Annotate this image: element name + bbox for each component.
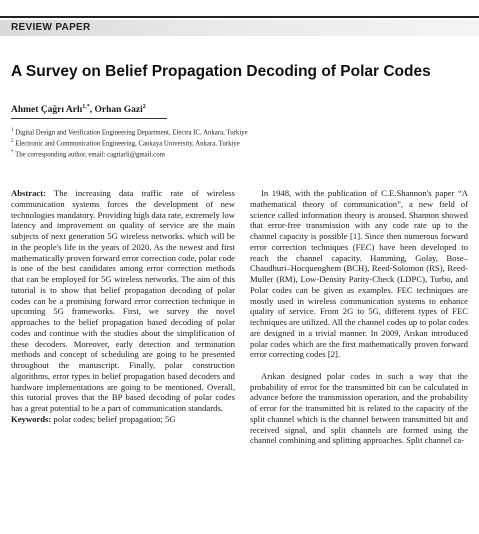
abstract-label: Abstract: (11, 188, 46, 198)
abstract (11, 188, 235, 414)
paper-title: A Survey on Belief Propagation Decoding of Polar Codes (11, 63, 431, 80)
abstract-text: The increasing data traffic rate of wireless communication systems forces the development of new technologies mandatory. Providing high data rate, extremely low latency and improvement on quality of service are the main subjects of next generation 5G wireless networks. which will be in the people's life in the years of 2020. As the newest and first mathematically proven forward error correction code, polar code is one of the best candidates among error correction methods that can be employed for 5G wireless networks. The aim of this tutorial is to show that belief propagation decoding of polar codes can be a promising forward error correction technique in upcoming 5G frameworks. First, we survey the novel approaches to the belief propagation based decoding of polar codes and continue with the studies about the simplification of these decoders. Moreover, early detection and termination methods and concept of scheduling are going to be presented throughout the manuscript. Finally, polar construction algorithms, error types in belief propagation based decoders and hardware implementations are going to be mentioned. Overall, this tutorial proves that the BP based decoding of polar codes has a great potential to be a part of communication standards. (11, 188, 235, 413)
section-label: REVIEW PAPER (11, 22, 91, 33)
body-column (250, 188, 468, 446)
author-marks: 2 (142, 104, 146, 110)
corresponding-author-text: The corresponding author, email: cagriarli@gmail.com (15, 151, 165, 159)
author-rule (11, 118, 167, 119)
author-marks: 1,* (82, 104, 90, 110)
corresponding-author (11, 150, 165, 158)
affiliation (11, 139, 240, 147)
author-name: Orhan Gazi (94, 105, 143, 116)
body-paragraph: Arıkan designed polar codes in such a way that the probability of error for the transmitted bit can be calculated in advance before the transmission operation, and the probability of error for the transmitted bit is related to the capacity of the split channel which is the channel between transmitted bit and received signal, and split channels are formed using the channel combining and splitting approaches. Split channel ca- (250, 370, 468, 446)
affiliation (11, 128, 248, 136)
keywords-label: Keywords: (11, 413, 52, 424)
affiliation-text: Electronic and Communication Engineering, Cankaya University, Ankara, Turkiye (15, 140, 240, 148)
affiliation-mark: * (11, 150, 14, 155)
body-paragraph: In 1948, with the publication of C.E.Shannon's paper “A mathematical theory of communication”, a new field of science called information theory is aroused. Shannon showed that error-free transmission with any code rate up to the channel capacity is possible [1]. Since then numerous forward error correction techniques (FEC) have been developed to reach the channel capacity. Hamming, Golay, Bose–Chaudhuri–Hocquenghem (BCH), Reed-Solomon (RS), Reed-Muller (RM), Low-Density Parity-Check (LDPC), Turbo, and Polar codes can be given as examples. FEC techniques are mostly used in wireless communication systems to enhance quality of service. From 2G to 5G, different types of FEC techniques are utilized. All the channel codes up to polar codes are designed in a trivial manner. In 2009, Arıkan introduced polar codes which are the first mathematically proven forward error correcting codes [2]. (250, 188, 468, 360)
author-list: Ahmet Çağrı Arlı$^{1,*}$, Orhan Gazi$^2$ (11, 104, 146, 116)
keywords (11, 414, 235, 425)
affiliation-mark: 1 (11, 128, 14, 133)
author-name: Ahmet Çağrı Arlı (11, 105, 83, 116)
keywords-text: polar codes; belief propagation; 5G (53, 413, 176, 424)
affiliation-text: Digital Design and Verification Engineering Department, Electra IC, Ankara, Turkiye (15, 129, 248, 137)
abstract-column (11, 188, 235, 425)
header-rule (0, 16, 479, 18)
affiliation-mark: 2 (11, 139, 14, 144)
